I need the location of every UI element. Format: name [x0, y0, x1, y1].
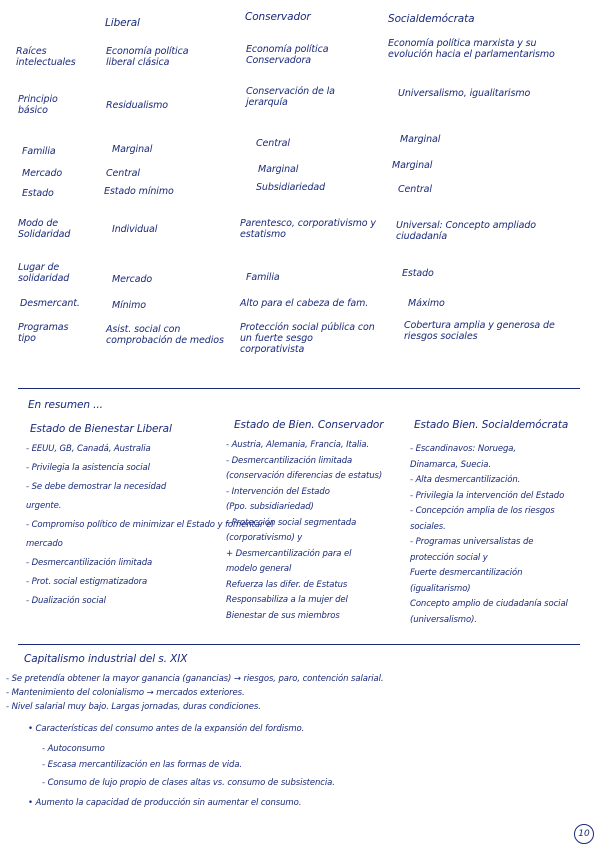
- section-line: - Se pretendía obtener la mayor ganancia (ganancias) → riesgos, paro, contención salarial.: [6, 674, 384, 684]
- cell-raices-socialdemocrata: Economía política marxista y su evolución hacia el parlamentarismo: [388, 38, 555, 60]
- cell-mercado-liberal: Central: [106, 168, 140, 179]
- list-item: protección social y: [410, 552, 488, 563]
- list-item: Refuerza las difer. de Estatus: [226, 579, 348, 590]
- cell-modo-liberal: Individual: [112, 224, 158, 235]
- list-item: urgente.: [26, 501, 62, 511]
- cell-desmercant-socialdemocrata: Máximo: [408, 298, 445, 309]
- section-line: - Autoconsumo: [42, 744, 105, 754]
- list-item: Fuerte desmercantilización: [410, 568, 523, 578]
- list-item: (corporativismo) y: [226, 533, 303, 543]
- list-item: - Protección social segmentada: [226, 517, 357, 528]
- list-item: - Privilegia la intervención del Estado: [410, 490, 565, 501]
- row-label-modo-solidaridad: Modo de Solidaridad: [18, 218, 71, 240]
- list-item: - Compromiso político de minimizar el Estado y fomentar el: [26, 520, 274, 530]
- row-label-programas: Programas tipo: [18, 322, 69, 344]
- page-number: 10: [574, 824, 594, 844]
- list-item: Concepto amplio de ciudadanía social: [410, 599, 568, 609]
- row-label-raices: Raíces intelectuales: [16, 46, 76, 68]
- list-item: - Desmercantilización limitada: [226, 455, 353, 466]
- list-item: (universalismo).: [410, 614, 477, 625]
- list-item: - Austria, Alemania, Francia, Italia.: [226, 440, 370, 450]
- list-item: - Programas universalistas de: [410, 537, 534, 547]
- section-line: - Nivel salarial muy bajo. Largas jornadas, duras condiciones.: [6, 702, 261, 712]
- row-label-familia: Familia: [22, 146, 56, 157]
- cell-lugar-conservador: Familia: [246, 272, 280, 283]
- cell-estado-socialdemocrata: Central: [398, 184, 432, 195]
- list-item: Bienestar de sus miembros: [226, 610, 340, 621]
- list-item: - Alta desmercantilización.: [410, 475, 521, 485]
- cell-estado-liberal: Estado mínimo: [104, 186, 174, 197]
- col-header-conservador: Conservador: [245, 11, 311, 23]
- list-item: - EEUU, GB, Canadá, Australia: [26, 444, 151, 454]
- summary-heading-conservador: Estado de Bien. Conservador: [234, 419, 384, 431]
- list-item: modelo general: [226, 564, 292, 574]
- list-item: (Ppo. subsidiariedad): [226, 502, 314, 512]
- cell-principio-liberal: Residualismo: [106, 100, 169, 111]
- cell-raices-liberal: Economía política liberal clásica: [106, 46, 189, 68]
- row-label-estado: Estado: [22, 188, 54, 199]
- list-item: + Desmercantilización para el: [226, 548, 352, 559]
- list-item: (igualitarismo): [410, 583, 471, 594]
- summary-title: En resumen ...: [28, 399, 103, 411]
- row-label-lugar: Lugar de solidaridad: [18, 262, 70, 284]
- cell-estado-conservador: Subsidiariedad: [256, 182, 326, 193]
- cell-familia-liberal: Marginal: [112, 144, 153, 155]
- cell-familia-conservador: Central: [256, 138, 290, 149]
- cell-programas-socialdemocrata: Cobertura amplia y generosa de riesgos sociales: [404, 320, 555, 342]
- section-line: - Consumo de lujo propio de clases altas vs. consumo de subsistencia.: [42, 778, 335, 788]
- cell-raices-conservador: Economía política Conservadora: [246, 44, 329, 66]
- cell-mercado-socialdemocrata: Marginal: [392, 160, 433, 171]
- row-label-mercado: Mercado: [22, 168, 63, 179]
- list-item: Responsabiliza a la mujer del: [226, 595, 348, 605]
- list-item: sociales.: [410, 521, 446, 532]
- col-header-liberal: Liberal: [105, 17, 140, 29]
- section-line: - Mantenimiento del colonialismo → mercados exteriores.: [6, 688, 245, 698]
- cell-desmercant-conservador: Alto para el cabeza de fam.: [240, 298, 369, 309]
- cell-programas-conservador: Protección social pública con un fuerte sesgo corporativista: [240, 322, 375, 355]
- cell-lugar-socialdemocrata: Estado: [402, 268, 434, 279]
- list-item: - Se debe demostrar la necesidad: [26, 482, 167, 492]
- cell-familia-socialdemocrata: Marginal: [400, 134, 441, 145]
- list-item: (conservación diferencias de estatus): [226, 471, 383, 481]
- row-label-desmercant: Desmercant.: [20, 298, 80, 309]
- list-item: - Intervención del Estado: [226, 486, 330, 497]
- cell-modo-conservador: Parentesco, corporativismo y estatismo: [240, 218, 376, 240]
- summary-heading-socialdemocrata: Estado Bien. Socialdemócrata: [414, 419, 569, 431]
- list-item: - Desmercantilización limitada: [26, 558, 153, 568]
- section-line: • Aumento la capacidad de producción sin aumentar el consumo.: [28, 798, 302, 808]
- list-item: - Dualización social: [26, 596, 106, 606]
- list-item: - Escandinavos: Noruega,: [410, 444, 516, 454]
- list-item: - Privilegia la asistencia social: [26, 463, 150, 473]
- section-title: Capitalismo industrial del s. XIX: [24, 653, 188, 665]
- list-item: mercado: [26, 539, 63, 549]
- row-label-principio: Principio básico: [18, 94, 58, 116]
- cell-principio-conservador: Conservación de la jerarquía: [246, 86, 335, 108]
- list-item: - Concepción amplia de los riesgos: [410, 506, 555, 516]
- list-item: - Prot. social estigmatizadora: [26, 577, 148, 587]
- section-line: - Escasa mercantilización en las formas de vida.: [42, 760, 243, 770]
- col-header-socialdemocrata: Socialdemócrata: [388, 13, 475, 25]
- cell-mercado-conservador: Marginal: [258, 164, 299, 175]
- cell-desmercant-liberal: Mínimo: [112, 300, 146, 311]
- section-divider: [18, 388, 580, 389]
- cell-programas-liberal: Asist. social con comprobación de medios: [106, 324, 224, 346]
- cell-lugar-liberal: Mercado: [112, 274, 153, 285]
- section-divider-2: [18, 644, 580, 645]
- summary-heading-liberal: Estado de Bienestar Liberal: [30, 423, 172, 435]
- cell-principio-socialdemocrata: Universalismo, igualitarismo: [398, 88, 531, 99]
- list-item: Dinamarca, Suecia.: [410, 459, 491, 470]
- section-line: • Características del consumo antes de la expansión del fordismo.: [28, 724, 305, 734]
- cell-modo-socialdemocrata: Universal: Concepto ampliado ciudadanía: [396, 220, 536, 242]
